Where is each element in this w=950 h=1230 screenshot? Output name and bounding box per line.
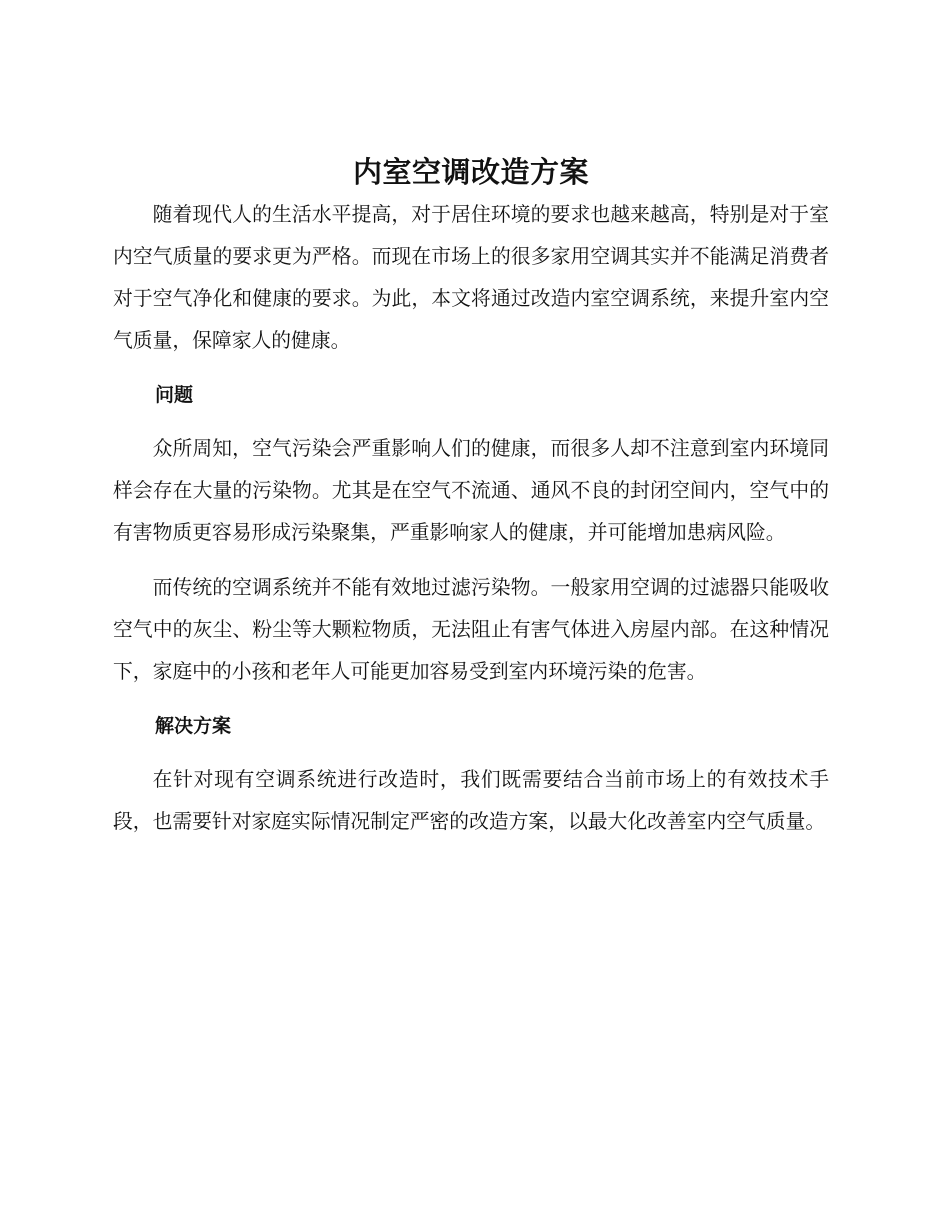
solution-paragraph-1: 在针对现有空调系统进行改造时，我们既需要结合当前市场上的有效技术手段，也需要针对家庭实际情况制定严密的改造方案，以最大化改善室内空气质量。 — [113, 768, 829, 833]
section-heading-solution: 解决方案 — [155, 715, 232, 737]
intro-paragraph: 随着现代人的生活水平提高，对于居住环境的要求也越来越高，特别是对于室内空气质量的要求更为严格。而现在市场上的很多家用空调其实并不能满足消费者对于空气净化和健康的要求。为此，本文将通过改造内室空调系统，来提升室内空气质量，保障家人的健康。 — [113, 203, 829, 352]
document-title: 内室空调改造方案 — [352, 155, 589, 189]
section-heading-problem: 问题 — [155, 384, 194, 406]
problem-paragraph-1: 众所周知，空气污染会严重影响人们的健康，而很多人却不注意到室内环境同样会存在大量的污染物。尤其是在空气不流通、通风不良的封闭空间内，空气中的有害物质更容易形成污染聚集，严重影响家人的健康，并可能增加患病风险。 — [113, 437, 829, 544]
spacer — [113, 693, 829, 705]
spacer — [113, 747, 829, 759]
spacer — [113, 416, 829, 428]
document-page — [113, 150, 829, 843]
problem-paragraph-2: 而传统的空调系统并不能有效地过滤污染物。一般家用空调的过滤器只能吸收空气中的灰尘、粉尘等大颗粒物质，无法阻止有害气体进入房屋内部。在这种情况下，家庭中的小孩和老年人可能更加容易受到室内环境污染的危害。 — [113, 576, 829, 683]
spacer — [113, 554, 829, 567]
spacer — [113, 362, 829, 374]
